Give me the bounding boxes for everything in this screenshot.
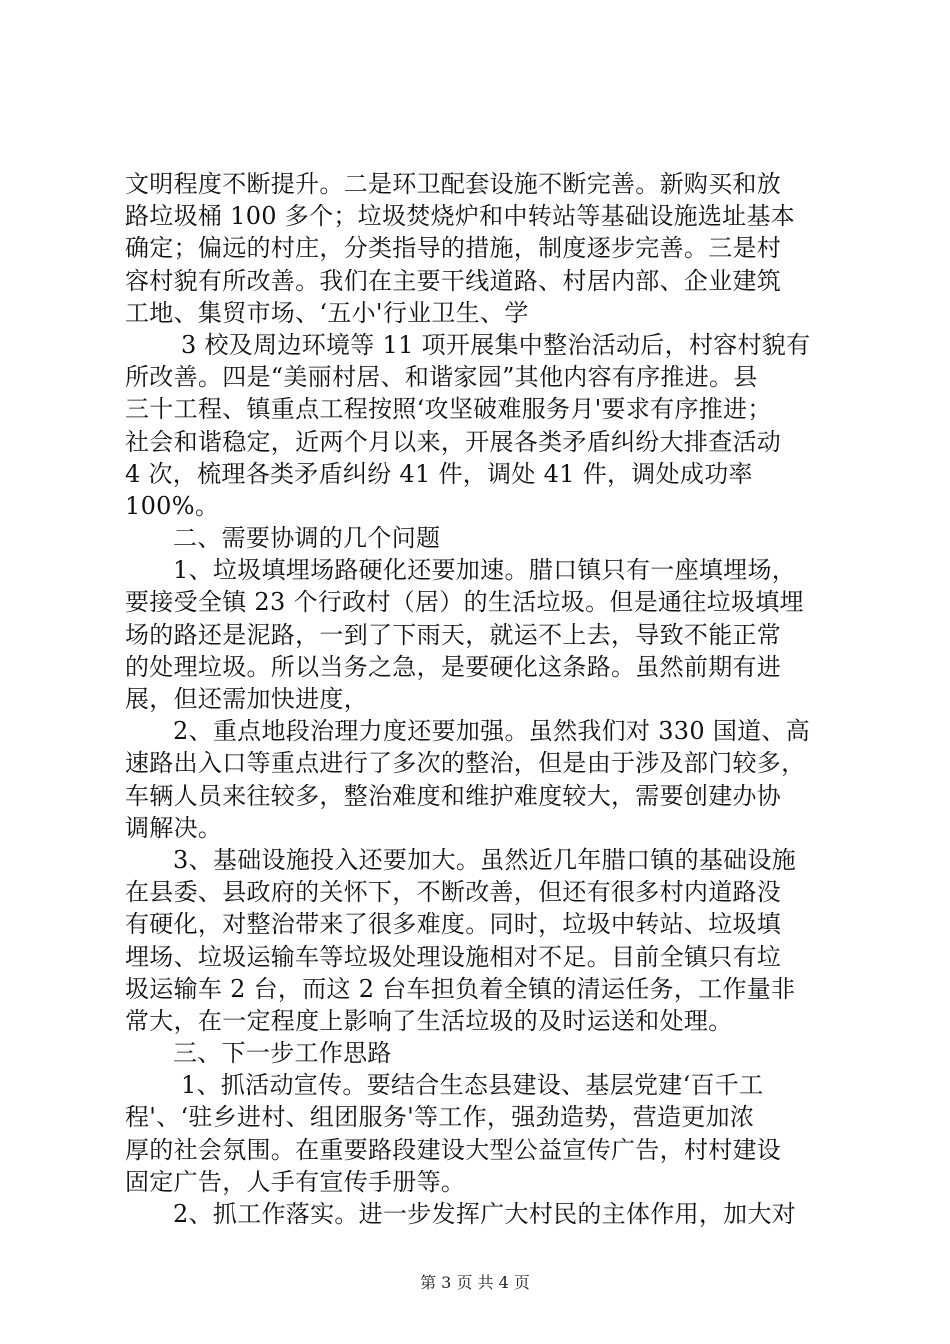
text-line: 圾运输车 2 台，而这 2 台车担负着全镇的清运任务，工作量非	[125, 974, 796, 1003]
text-line: 路垃圾桶 100 多个；垃圾焚烧炉和中转站等基础设施选址基本	[125, 202, 796, 231]
text-line: 车辆人员来往较多，整治难度和维护难度较大，需要创建办协	[125, 781, 782, 810]
text-line: 工地、集贸市场、‘五小'行业卫生、学	[125, 298, 529, 327]
page-number: 第 3 页 共 4 页	[420, 1273, 530, 1292]
document-body	[125, 168, 830, 1230]
text-line: 4 次，梳理各类矛盾纠纷 41 件，调处 41 件，调处成功率	[125, 459, 753, 488]
text-line: 100%。	[125, 491, 220, 520]
text-line: 的处理垃圾。所以当务之急，是要硬化这条路。虽然前期有进	[125, 652, 782, 681]
text-line: 2、重点地段治理力度还要加强。虽然我们对 330 国道、高	[173, 717, 811, 746]
text-line: 场的路还是泥路，一到了下雨天，就运不上去，导致不能正常	[125, 620, 782, 649]
text-line: 1、垃圾填埋场路硬化还要加速。腊口镇只有一座填埋场，	[173, 556, 797, 585]
text-line: 3、基础设施投入还要加大。虽然近几年腊口镇的基础设施	[173, 845, 797, 874]
text-line: 程'、‘驻乡进村、组团服务'等工作，强劲造势，营造更加浓	[125, 1103, 755, 1132]
text-line: 调解决。	[125, 813, 223, 842]
section-heading: 三、下一步工作思路	[173, 1039, 392, 1068]
text-line: 在县委、县政府的关怀下，不断改善，但还有很多村内道路没	[125, 878, 782, 907]
text-line: 2、抓工作落实。进一步发挥广大村民的主体作用，加大对	[173, 1200, 797, 1228]
text-line: 所改善。四是“美丽村居、和谐家园”其他内容有序推进。县	[125, 363, 758, 392]
text-line: 确定；偏远的村庄，分类指导的措施，制度逐步完善。三是村	[125, 234, 782, 263]
section-heading: 二、需要协调的几个问题	[173, 524, 441, 553]
text-line: 速路出入口等重点进行了多次的整治，但是由于涉及部门较多，	[125, 749, 806, 778]
text-line: 厚的社会氛围。在重要路段建设大型公益宣传广告，村村建设	[125, 1135, 782, 1164]
text-line: 文明程度不断提升。二是环卫配套设施不断完善。新购买和放	[125, 170, 782, 198]
text-line: 展，但还需加快进度，	[125, 685, 368, 713]
text-line: 3 校及周边环境等 11 项开展集中整治活动后，村容村貌有	[181, 330, 811, 359]
text-line: 1、抓活动宣传。要结合生态县建设、基层党建‘百千工	[181, 1071, 764, 1100]
text-line: 固定广告，人手有宣传手册等。	[125, 1167, 466, 1196]
text-line: 常大，在一定程度上影响了生活垃圾的及时运送和处理。	[125, 1006, 733, 1035]
text-line: 三十工程、镇重点工程按照‘攻坚破难服务月'要求有序推进；	[125, 395, 772, 424]
text-line: 有硬化，对整治带来了很多难度。同时，垃圾中转站、垃圾填	[125, 910, 782, 939]
text-line: 要接受全镇 23 个行政村（居）的生活垃圾。但是通往垃圾填埋	[125, 588, 804, 617]
text-line: 埋场、垃圾运输车等垃圾处理设施相对不足。目前全镇只有垃	[125, 942, 782, 971]
text-line: 容村貌有所改善。我们在主要干线道路、村居内部、企业建筑	[125, 266, 782, 295]
text-line: 社会和谐稳定，近两个月以来，开展各类矛盾纠纷大排查活动	[125, 427, 782, 456]
